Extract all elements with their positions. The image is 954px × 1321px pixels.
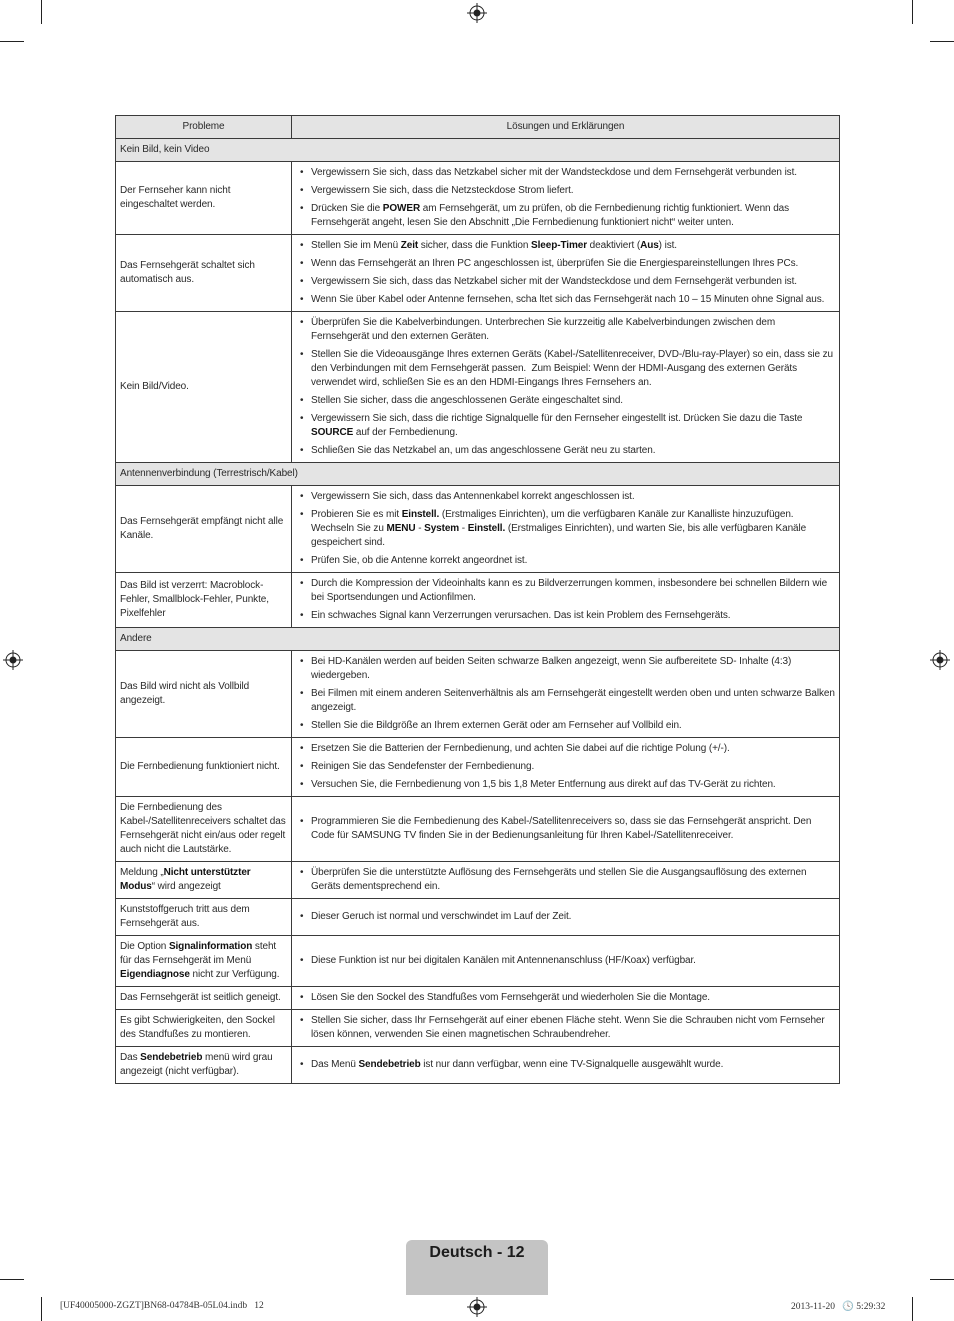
solutions-list [296, 991, 835, 1005]
crop-mark-top-left-v [41, 0, 42, 24]
problem-cell: Die Fernbedienung funktioniert nicht. [116, 738, 292, 797]
solutions-cell [292, 936, 840, 987]
registration-mark-right-icon [930, 650, 950, 670]
table-row [116, 235, 840, 312]
table-row [116, 987, 840, 1010]
page-number-label: Deutsch - 12 [429, 1244, 525, 1261]
solutions-cell [292, 738, 840, 797]
solutions-list [296, 742, 835, 792]
solution-item: • Durch die Kompression der Videoinhalts kann es zu Bildverzerrungen kommen, insbesondere bei schnellen Bildern wie bei Sportsendungen und Actionfilmen. [296, 577, 835, 605]
solutions-cell [292, 1010, 840, 1047]
crop-mark-top-right-v [912, 0, 913, 24]
solutions-cell [292, 797, 840, 862]
table-row [116, 1047, 840, 1084]
table-header-row [116, 116, 840, 139]
solution-item: • Vergewissern Sie sich, dass die Netzsteckdose Strom liefert. [296, 184, 835, 198]
solutions-cell [292, 862, 840, 899]
registration-mark-top-icon [467, 3, 487, 23]
problem-cell: Das Sendebetrieb menü wird grau angezeigt (nicht verfügbar). [116, 1047, 292, 1084]
table-row [116, 862, 840, 899]
problem-cell: Die Option Signalinformation steht für das Fernsehgerät im Menü Eigendiagnose nicht zur Verfügung. [116, 936, 292, 987]
crop-mark-bottom-right-h [930, 1279, 954, 1280]
problem-cell: Es gibt Schwierigkeiten, den Sockel des Standfußes zu montieren. [116, 1010, 292, 1047]
solutions-list [296, 866, 835, 894]
problem-cell: Das Fernsehgerät schaltet sich automatisch aus. [116, 235, 292, 312]
registration-mark-left-icon [3, 650, 23, 670]
section-row [116, 139, 840, 162]
solution-item: • Stellen Sie im Menü Zeit sicher, dass die Funktion Sleep-Timer deaktiviert (Aus) ist. [296, 239, 835, 253]
solution-item: • Stellen Sie sicher, dass Ihr Fernsehgerät auf einer ebenen Fläche steht. Wenn Sie die Schrauben nicht vom Fernseher lösen können, verwenden Sie einen magnetischen Schraubendreher. [296, 1014, 835, 1042]
solution-item: • Stellen Sie sicher, dass die angeschlossenen Geräte eingeschaltet sind. [296, 394, 835, 408]
solution-item: • Wenn Sie über Kabel oder Antenne fernsehen, scha ltet sich das Fernsehgerät nach 10 – 15 Minuten ohne Signal aus. [296, 293, 835, 307]
table-row [116, 162, 840, 235]
solution-item: • Stellen Sie die Bildgröße an Ihrem externen Gerät oder am Fernseher auf Vollbild ein. [296, 719, 835, 733]
solutions-list [296, 166, 835, 230]
crop-mark-top-left-h [0, 41, 24, 42]
solution-item: • Lösen Sie den Sockel des Standfußes vom Fernsehgerät und wiederholen Sie die Montage. [296, 991, 835, 1005]
print-slug-date: 2013-11-20 🕓 5:29:32 [791, 1302, 886, 1312]
solutions-list [296, 316, 835, 458]
solutions-cell [292, 162, 840, 235]
solution-item: • Schließen Sie das Netzkabel an, um das angeschlossene Gerät neu zu starten. [296, 444, 835, 458]
solutions-cell [292, 899, 840, 936]
solution-item: • Überprüfen Sie die Kabelverbindungen. Unterbrechen Sie kurzzeitig alle Kabelverbindungen zwischen dem Fernsehgerät und den externen Geräten. [296, 316, 835, 344]
table-row [116, 936, 840, 987]
solutions-list [296, 655, 835, 733]
print-slug-file: [UF40005000-ZGZT]BN68-04784B-05L04.indb 12 [60, 1301, 264, 1311]
solutions-list [296, 910, 835, 924]
problem-cell: Der Fernseher kann nicht eingeschaltet werden. [116, 162, 292, 235]
column-header-solutions: Lösungen und Erklärungen [292, 116, 840, 139]
solutions-list [296, 490, 835, 568]
solutions-list [296, 239, 835, 307]
solutions-cell [292, 987, 840, 1010]
column-header-problems: Probleme [116, 116, 292, 139]
solutions-cell [292, 1047, 840, 1084]
solutions-cell [292, 573, 840, 628]
solution-item: • Vergewissern Sie sich, dass das Netzkabel sicher mit der Wandsteckdose und dem Fernsehgerät verbunden ist. [296, 275, 835, 289]
solution-item: • Ein schwaches Signal kann Verzerrungen verursachen. Das ist kein Problem des Fernsehgeräts. [296, 609, 835, 623]
solutions-cell [292, 651, 840, 738]
solution-item: • Ersetzen Sie die Batterien der Fernbedienung, und achten Sie dabei auf die richtige Polung (+/-). [296, 742, 835, 756]
solutions-list [296, 815, 835, 843]
problem-cell: Meldung „Nicht unterstützter Modus“ wird angezeigt [116, 862, 292, 899]
solution-item: • Drücken Sie die POWER am Fernsehgerät, um zu prüfen, ob die Fernbedienung richtig funktioniert. Wenn das Fernsehgerät angeht, lesen Sie den Abschnitt „Die Fernbedienung funktioniert nicht“ weiter unten. [296, 202, 835, 230]
solution-item: • Prüfen Sie, ob die Antenne korrekt angeordnet ist. [296, 554, 835, 568]
table-row [116, 573, 840, 628]
solutions-list [296, 1014, 835, 1042]
solution-item: • Das Menü Sendebetrieb ist nur dann verfügbar, wenn eine TV-Signalquelle ausgewählt wurde. [296, 1058, 835, 1072]
table-row [116, 738, 840, 797]
troubleshooting-table [115, 115, 840, 1084]
solution-item: • Wenn das Fernsehgerät an Ihren PC angeschlossen ist, überprüfen Sie die Energiespareinstellungen Ihres PCs. [296, 257, 835, 271]
solution-item: • Vergewissern Sie sich, dass das Netzkabel sicher mit der Wandsteckdose und dem Fernsehgerät verbunden ist. [296, 166, 835, 180]
table-row [116, 797, 840, 862]
solutions-cell [292, 312, 840, 463]
solution-item: • Bei HD-Kanälen werden auf beiden Seiten schwarze Balken angezeigt, wenn Sie aufbereitete SD- Inhalte (4:3) wiedergeben. [296, 655, 835, 683]
section-row [116, 463, 840, 486]
problem-cell: Kein Bild/Video. [116, 312, 292, 463]
crop-mark-bottom-left-v [41, 1297, 42, 1321]
problem-cell: Die Fernbedienung des Kabel-/Satellitenreceivers schaltet das Fernsehgerät nicht ein/aus oder regelt auch nicht die Lautstärke. [116, 797, 292, 862]
solution-item: • Stellen Sie die Videoausgänge Ihres externen Geräts (Kabel-/Satellitenreceiver, DVD-/Blu-ray-Player) so ein, dass sie zu den Verbindungen mit dem Fernsehgerät passen. Zum Beispiel: Wenn der HDMI-Ausgang des externen Geräts verwendet wird, schließen Sie es an den HDMI-Eingangs Ihres Fernsehers an. [296, 348, 835, 390]
solution-item: • Versuchen Sie, die Fernbedienung von 1,5 bis 1,8 Meter Entfernung aus direkt auf das TV-Gerät zu richten. [296, 778, 835, 792]
section-row [116, 628, 840, 651]
solutions-list [296, 1058, 835, 1072]
problem-cell: Das Fernsehgerät empfängt nicht alle Kanäle. [116, 486, 292, 573]
solution-item: • Reinigen Sie das Sendefenster der Fernbedienung. [296, 760, 835, 774]
solutions-list [296, 954, 835, 968]
registration-mark-bottom-icon [467, 1297, 487, 1317]
crop-mark-bottom-right-v [912, 1297, 913, 1321]
section-title: Kein Bild, kein Video [116, 139, 840, 162]
problem-cell: Das Bild ist verzerrt: Macroblock-Fehler, Smallblock-Fehler, Punkte, Pixelfehler [116, 573, 292, 628]
section-title: Andere [116, 628, 840, 651]
table-row [116, 1010, 840, 1047]
solution-item: • Programmieren Sie die Fernbedienung des Kabel-/Satellitenreceivers so, dass sie das Fernsehgerät anspricht. Den Code für SAMSUNG TV finden Sie in der Bedienungsanleitung für Ihren Kabel-/Satellitenreceiver. [296, 815, 835, 843]
solution-item: • Bei Filmen mit einem anderen Seitenverhältnis als am Fernsehgerät eingestellt werden oben und unten schwarze Balken angezeigt. [296, 687, 835, 715]
solution-item: • Vergewissern Sie sich, dass die richtige Signalquelle für den Fernseher eingestellt ist. Drücken Sie dazu die Taste SOURCE auf der Fernbedienung. [296, 412, 835, 440]
section-title: Antennenverbindung (Terrestrisch/Kabel) [116, 463, 840, 486]
table-row [116, 312, 840, 463]
solution-item: • Diese Funktion ist nur bei digitalen Kanälen mit Antennenanschluss (HF/Koax) verfügbar. [296, 954, 835, 968]
solution-item: • Vergewissern Sie sich, dass das Antennenkabel korrekt angeschlossen ist. [296, 490, 835, 504]
problem-cell: Kunststoffgeruch tritt aus dem Fernsehgerät aus. [116, 899, 292, 936]
solutions-cell [292, 235, 840, 312]
problem-cell: Das Fernsehgerät ist seitlich geneigt. [116, 987, 292, 1010]
problem-cell: Das Bild wird nicht als Vollbild angezeigt. [116, 651, 292, 738]
solutions-list [296, 577, 835, 623]
table-body [116, 139, 840, 1084]
crop-mark-top-right-h [930, 41, 954, 42]
table-row [116, 899, 840, 936]
table-row [116, 651, 840, 738]
crop-mark-bottom-left-h [0, 1279, 24, 1280]
table-row [116, 486, 840, 573]
solution-item: • Dieser Geruch ist normal und verschwindet im Lauf der Zeit. [296, 910, 835, 924]
solution-item: • Probieren Sie es mit Einstell. (Erstmaliges Einrichten), um die verfügbaren Kanäle zur Kanalliste hinzuzufügen. Wechseln Sie zu MENU - System - Einstell. (Erstmaliges Einrichten), und warten Sie, bis alle verfügbaren Kanäle gespeichert sind. [296, 508, 835, 550]
solution-item: • Überprüfen Sie die unterstützte Auflösung des Fernsehgeräts und stellen Sie die Ausgangsauflösung des externen Geräts dementsprechend ein. [296, 866, 835, 894]
solutions-cell [292, 486, 840, 573]
